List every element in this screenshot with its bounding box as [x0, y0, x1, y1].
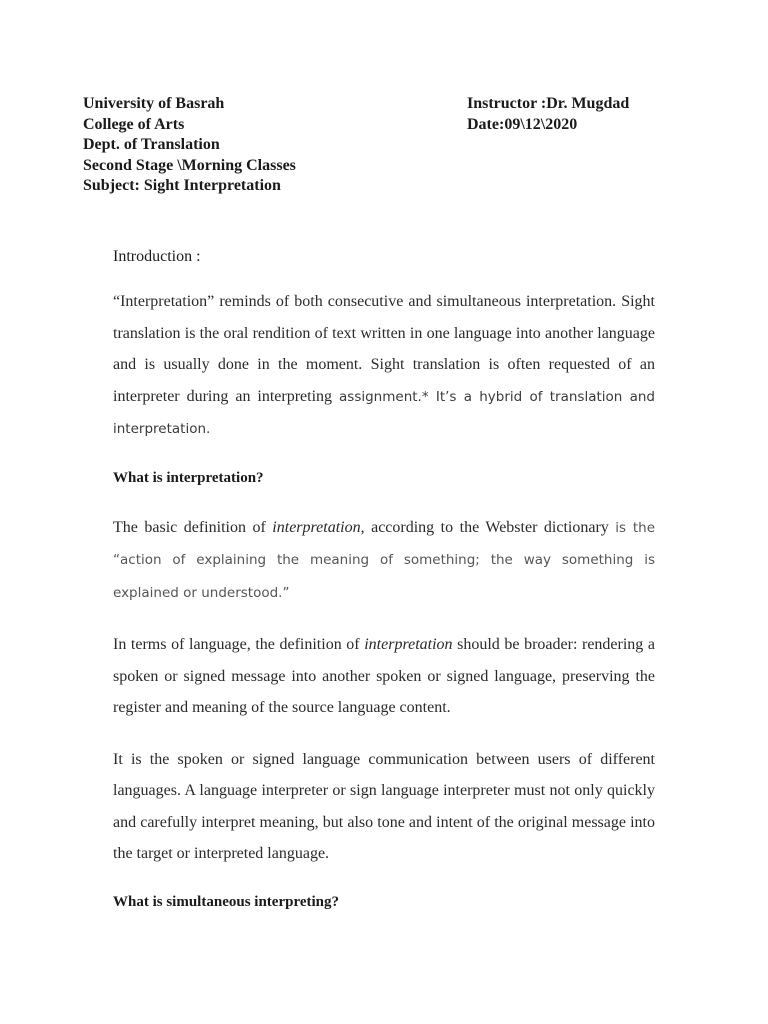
language-definition-start: In terms of language, the definition of — [113, 636, 365, 653]
instructor-block — [467, 94, 629, 135]
section-heading-simultaneous: What is simultaneous interpreting? — [113, 893, 339, 910]
university-name: University of Basrah — [83, 95, 225, 112]
definition-term: interpretation — [272, 518, 361, 536]
language-definition-paragraph — [113, 629, 655, 724]
definition-paragraph — [113, 512, 655, 610]
language-definition-end: should be broader: rendering a spoken or signed message into another spoken or signed language, preserving the register and meaning of the source language content. — [113, 636, 656, 716]
institution-block — [83, 94, 296, 197]
language-definition-term: interpretation — [364, 636, 453, 653]
section-heading-interpretation: What is interpretation? — [113, 469, 264, 486]
subject-line: Subject: Sight Interpretation — [83, 177, 281, 194]
communication-paragraph: It is the spoken or signed language communication between users of different languages. A language interpreter or sign language interpreter must not only quickly and carefully interpret meaning, but also tone and intent of the original message into the target or interpreted language. — [113, 750, 655, 862]
definition-text-start: The basic definition of — [113, 518, 273, 536]
instructor-name: Instructor :Dr. Mugdad — [467, 95, 630, 112]
college-name: College of Arts — [83, 115, 185, 133]
class-stage: Second Stage \Morning Classes — [83, 156, 296, 174]
department-name: Dept. of Translation — [83, 136, 220, 153]
document-body — [113, 245, 655, 936]
introduction-paragraph — [113, 286, 655, 446]
introduction-text: “Interpretation” reminds of both consecutive and simultaneous interpretation. Sight translation is the oral rendition of text written in one language into another language and is usually done in the moment. Sight translation is often requested of an interpreter during an interpreting — [113, 293, 655, 405]
introduction-heading: Introduction : — [113, 248, 201, 265]
definition-text-end: , according to the Webster dictionary — [360, 518, 609, 536]
definition-quote: is the “action of explaining the meaning of something; the way something is explained or understood.” — [113, 519, 655, 601]
document-date: Date:09\12\2020 — [467, 115, 578, 133]
introduction-text-tail: assignment.* It’s a hybrid of translation and interpretation. — [113, 388, 655, 437]
